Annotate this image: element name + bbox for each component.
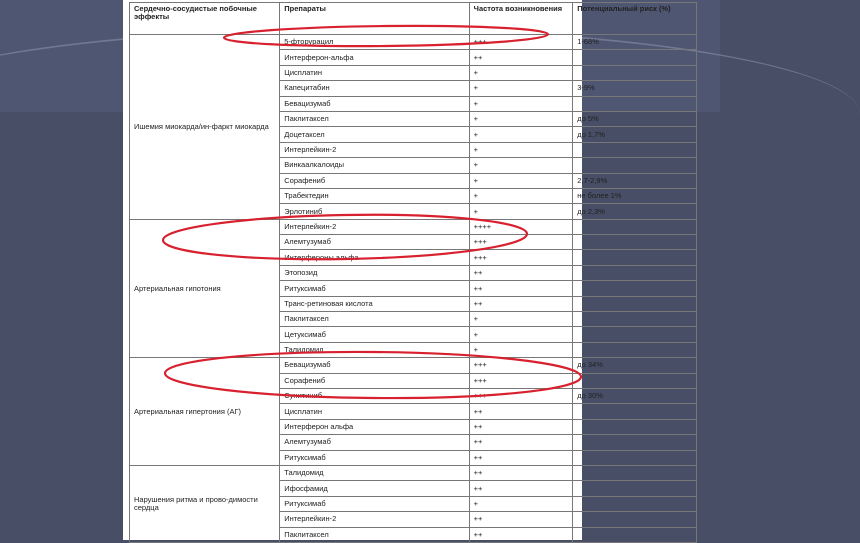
- drug-cell: Ритуксимаб: [280, 281, 469, 296]
- effect-cell: Ишемия миокарда/ин-фаркт миокарда: [130, 35, 280, 220]
- frequency-cell: +: [469, 81, 573, 96]
- frequency-cell: +++: [469, 358, 573, 373]
- header-effects: Сердечно-сосудистые побочные эффекты: [130, 3, 280, 35]
- risk-cell: 1-68%: [573, 35, 697, 50]
- risk-cell: [573, 419, 697, 434]
- document-sheet: [123, 0, 671, 540]
- risk-cell: до 30%: [573, 388, 697, 403]
- header-drugs: Препараты: [280, 3, 469, 35]
- frequency-cell: ++: [469, 435, 573, 450]
- frequency-cell: +: [469, 188, 573, 203]
- risk-cell: [573, 235, 697, 250]
- risk-cell: [573, 296, 697, 311]
- frequency-cell: +: [469, 127, 573, 142]
- effect-cell: Артериальная гипертония (АГ): [130, 358, 280, 466]
- frequency-cell: +: [469, 96, 573, 111]
- frequency-cell: +: [469, 173, 573, 188]
- drug-cell: Интерфероны альфа: [280, 250, 469, 265]
- drug-cell: Интерферон альфа: [280, 419, 469, 434]
- risk-cell: [573, 65, 697, 80]
- frequency-cell: ++: [469, 404, 573, 419]
- risk-cell: [573, 373, 697, 388]
- table-body: [130, 35, 697, 543]
- frequency-cell: ++: [469, 465, 573, 480]
- frequency-cell: ++: [469, 50, 573, 65]
- risk-cell: 2,7-2,9%: [573, 173, 697, 188]
- risk-cell: [573, 481, 697, 496]
- frequency-cell: +: [469, 342, 573, 357]
- drug-cell: Винкаалкалоиды: [280, 158, 469, 173]
- drug-cell: Доцетаксел: [280, 127, 469, 142]
- drug-cell: Бевацизумаб: [280, 96, 469, 111]
- risk-cell: до 1,7%: [573, 127, 697, 142]
- table-row: [130, 358, 697, 373]
- frequency-cell: ++: [469, 450, 573, 465]
- risk-cell: [573, 219, 697, 234]
- risk-cell: не более 1%: [573, 188, 697, 203]
- drug-cell: Интерферон-альфа: [280, 50, 469, 65]
- drug-cell: Транс-ретиновая кислота: [280, 296, 469, 311]
- drug-cell: Трабектедин: [280, 188, 469, 203]
- frequency-cell: +: [469, 142, 573, 157]
- risk-cell: [573, 404, 697, 419]
- drug-cell: Этопозид: [280, 265, 469, 280]
- drug-cell: Сорафениб: [280, 373, 469, 388]
- risk-cell: до 5%: [573, 111, 697, 126]
- drug-cell: Капецитабин: [280, 81, 469, 96]
- frequency-cell: +++: [469, 35, 573, 50]
- frequency-cell: +: [469, 65, 573, 80]
- drug-cell: Паклитаксел: [280, 111, 469, 126]
- drug-cell: Интерлейкин-2: [280, 219, 469, 234]
- header-risk: Потенциальный риск (%): [573, 3, 697, 35]
- frequency-cell: +: [469, 496, 573, 511]
- effect-cell: Артериальная гипотония: [130, 219, 280, 358]
- frequency-cell: ++: [469, 512, 573, 527]
- drug-cell: Ритуксимаб: [280, 450, 469, 465]
- table-row: [130, 35, 697, 50]
- risk-cell: [573, 50, 697, 65]
- drug-cell: Бевацизумаб: [280, 358, 469, 373]
- risk-cell: до 2,3%: [573, 204, 697, 219]
- risk-cell: [573, 265, 697, 280]
- risk-cell: 3-9%: [573, 81, 697, 96]
- frequency-cell: +: [469, 158, 573, 173]
- drug-cell: Цисплатин: [280, 404, 469, 419]
- frequency-cell: +++: [469, 388, 573, 403]
- drug-cell: Эрлотиниб: [280, 204, 469, 219]
- drug-cell: Интерлейкин-2: [280, 512, 469, 527]
- risk-cell: [573, 158, 697, 173]
- drug-cell: Сорафениб: [280, 173, 469, 188]
- risk-cell: [573, 496, 697, 511]
- frequency-cell: +: [469, 204, 573, 219]
- side-effects-table: [129, 2, 697, 543]
- drug-cell: Сунитиниб: [280, 388, 469, 403]
- table-row: [130, 219, 697, 234]
- drug-cell: Паклитаксел: [280, 312, 469, 327]
- frequency-cell: ++: [469, 281, 573, 296]
- header-frequency: Частота возникновения: [469, 3, 573, 35]
- drug-cell: Ритуксимаб: [280, 496, 469, 511]
- drug-cell: Паклитаксел: [280, 527, 469, 542]
- risk-cell: [573, 96, 697, 111]
- risk-cell: [573, 527, 697, 542]
- risk-cell: [573, 250, 697, 265]
- drug-cell: Цетуксимаб: [280, 327, 469, 342]
- risk-cell: [573, 450, 697, 465]
- drug-cell: Алемтузумаб: [280, 235, 469, 250]
- drug-cell: Цисплатин: [280, 65, 469, 80]
- risk-cell: [573, 327, 697, 342]
- frequency-cell: +++: [469, 250, 573, 265]
- frequency-cell: +++: [469, 373, 573, 388]
- header-row: [130, 3, 697, 35]
- drug-cell: 5-фторурацил: [280, 35, 469, 50]
- frequency-cell: +++: [469, 235, 573, 250]
- drug-cell: Талидомид: [280, 465, 469, 480]
- risk-cell: [573, 342, 697, 357]
- frequency-cell: ++++: [469, 219, 573, 234]
- drug-cell: Алемтузумаб: [280, 435, 469, 450]
- frequency-cell: ++: [469, 296, 573, 311]
- frequency-cell: ++: [469, 419, 573, 434]
- risk-cell: [573, 435, 697, 450]
- risk-cell: [573, 281, 697, 296]
- frequency-cell: ++: [469, 265, 573, 280]
- frequency-cell: ++: [469, 481, 573, 496]
- risk-cell: до 34%: [573, 358, 697, 373]
- frequency-cell: +: [469, 111, 573, 126]
- frequency-cell: +: [469, 327, 573, 342]
- risk-cell: [573, 142, 697, 157]
- risk-cell: [573, 465, 697, 480]
- drug-cell: Интерлейкин-2: [280, 142, 469, 157]
- frequency-cell: ++: [469, 527, 573, 542]
- drug-cell: Талидомид: [280, 342, 469, 357]
- effect-cell: Нарушения ритма и прово-димости сердца: [130, 465, 280, 542]
- risk-cell: [573, 512, 697, 527]
- drug-cell: Ифосфамид: [280, 481, 469, 496]
- risk-cell: [573, 312, 697, 327]
- frequency-cell: +: [469, 312, 573, 327]
- table-row: [130, 465, 697, 480]
